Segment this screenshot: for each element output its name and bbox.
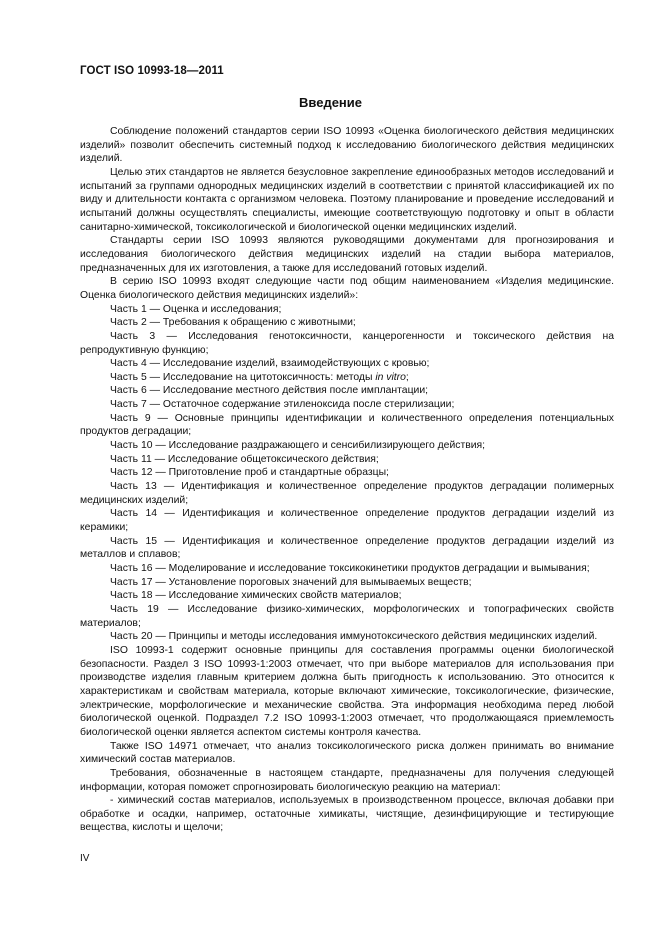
part-item: Часть 1 — Оценка и исследования; xyxy=(110,303,282,315)
part-item: Часть 4 — Исследование изделий, взаимодействующих с кровью; xyxy=(110,358,430,370)
page-number: IV xyxy=(80,853,90,864)
part-5-italic: in vitro xyxy=(375,371,406,383)
section-title: Введение xyxy=(299,95,362,110)
document-id-header: ГОСТ ISO 10993-18—2011 xyxy=(80,65,224,77)
document-body xyxy=(80,125,614,835)
part-item: Часть 11 — Исследование общетоксического действия; xyxy=(110,453,379,465)
part-item: Часть 16 — Моделирование и исследование токсикокинетики продуктов деградации и вымывания; xyxy=(110,563,590,574)
part-item: Часть 10 — Исследование раздражающего и сенсибилизирующего действия; xyxy=(110,440,486,452)
paragraph: ISO 10993-1 содержит основные принципы для составления программы оценки биологической безопасности. Раздел 3 ISO 10993-1:2003 отмечает, что при выборе материалов для использования при производстве изделия главным критерием должна быть пригодность к использованию. Это относится к характеристикам и свойствам материала, которые включают химические, токсикологические, физические, электрические, морфологические и механические свойства. Эта информация необходима перед любой биологической оценкой. Подраздел 7.2 ISO 10993-1:2003 отмечает, что продолжающаяся приемлемость биологической оценки является аспектом системы контроля качества. xyxy=(80,644,614,738)
part-item: Часть 20 — Принципы и методы исследования иммунотоксического действия медицинских изделий. xyxy=(110,631,598,643)
part-item: Часть 17 — Установление пороговых значений для вымываемых веществ; xyxy=(110,576,472,588)
paragraph: Соблюдение положений стандартов серии ISO 10993 «Оценка биологического действия медицинских изделий» позволит обеспечить системный подход к исследованию биологического действия медицинских изделий. xyxy=(80,126,614,165)
paragraph: Требования, обозначенные в настоящем стандарте, предназначены для получения следующей информации, которая поможет спрогнозировать биологическую реакцию на материал: xyxy=(80,767,614,793)
part-item: Часть 15 — Идентификация и количественное определение продуктов деградации изделий из металлов и сплавов; xyxy=(80,535,614,561)
part-5-text: Часть 5 — Исследование на цитотоксичность: методы xyxy=(110,371,373,383)
paragraph: Стандарты серии ISO 10993 являются руководящими документами для прогнозирования и исследования биологического действия медицинских изделий на стадии выбора материалов, предназначенных для их изготовления, а также для исследований готовых изделий. xyxy=(80,235,614,274)
part-item: Часть 9 — Основные принципы идентификации и количественного определения потенциальных продуктов деградации; xyxy=(80,412,614,438)
part-item: Часть 13 — Идентификация и количественное определение продуктов деградации полимерных медицинских изделий; xyxy=(80,481,614,506)
paragraph: Также ISO 14971 отмечает, что анализ токсикологического риска должен принимать во внимание химический состав материалов. xyxy=(80,740,614,766)
part-item: Часть 12 — Приготовление проб и стандартные образцы; xyxy=(110,467,389,479)
part-item: Часть 3 — Исследования генотоксичности, канцерогенности и токсического действия на репродуктивную функцию; xyxy=(80,330,614,356)
paragraph: В серию ISO 10993 входят следующие части под общим наименованием «Изделия медицинские. Оценка биологического действия медицинских изделий»: xyxy=(80,276,614,301)
bullet-item: - химический состав материалов, используемых в производственном процессе, включая добавки при обработке и осадки, например, остаточные химикаты, чистящие, дезинфицирующие и тестирующие вещества, кислоты и щелочи; xyxy=(80,795,614,834)
part-item: Часть 19 — Исследование физико-химических, морфологических и топографических свойств материалов; xyxy=(80,603,614,629)
part-item: Часть 2 — Требования к обращению с животными; xyxy=(110,317,356,329)
part-item: Часть 14 — Идентификация и количественное определение продуктов деградации изделий из керамики; xyxy=(80,508,614,534)
part-item: Часть 6 — Исследование местного действия после имплантации; xyxy=(110,385,429,397)
part-5-end: ; xyxy=(405,371,409,383)
paragraph: Целью этих стандартов не является безусловное закрепление единообразных методов исследований и испытаний за группами однородных медицинских изделий в соответствии с принятой классификацией их по виду и длительности контакта с организмом человека. Поэтому планирование и проведение исследований и испытаний должны осуществлять специалисты, имеющие соответствующую подготовку и опыт в области санитарно-химической, токсикологической и биологической оценки медицинских изделий. xyxy=(80,166,614,233)
part-item xyxy=(80,371,614,385)
part-item: Часть 7 — Остаточное содержание этиленоксида после стерилизации; xyxy=(110,399,455,411)
part-item: Часть 18 — Исследование химических свойств материалов; xyxy=(110,590,402,602)
